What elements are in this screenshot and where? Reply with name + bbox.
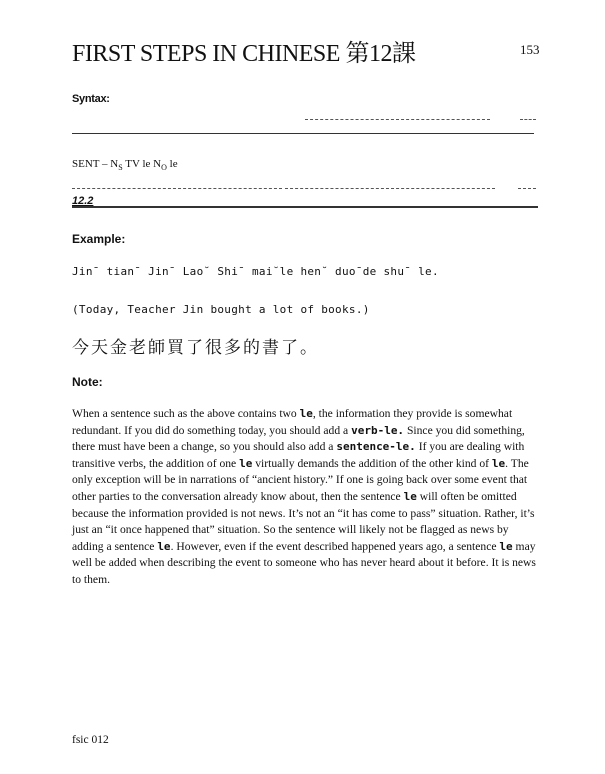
divider (72, 206, 538, 208)
divider (72, 133, 534, 134)
note-paragraph: When a sentence such as the above contains two le, the information they provide is somewhat redundant. If you did do something today, you should add a verb-le. Since you did something, there must have been a change, so you should also add a sentence-le. If you are dealing with transitive verbs, the addition of one le virtually demands the addition of the other kind of le. The only exception will be in narrations of “ancient history.” If one is going back over some event that other parties to the conversation already know about, then the sentence le will often be omitted because the information provided is not news. It’s not an “it has come to pass” situation. Rather, it’s just an “it once happened that” situation. So the sentence will likely not be flagged as news by adding a sentence le. However, even if the event described happened years ago, a sentence le may well be added when describing the event to someone who has never heard about it before. It is news to them. (72, 407, 536, 586)
example-chinese: 今天金老師買了很多的書了。 (72, 338, 319, 357)
note-heading: Note: (72, 375, 103, 389)
page-title: FIRST STEPS IN CHINESE 第12課 (72, 41, 416, 67)
example-translation: (Today, Teacher Jin bought a lot of books.) (72, 303, 370, 316)
section-number: 12.2 (72, 195, 94, 207)
page-number: 153 (520, 42, 540, 57)
divider (518, 188, 536, 189)
divider (520, 119, 536, 120)
divider (305, 119, 490, 120)
example-pinyin: Jin¯ tian¯ Jin¯ Lao˘ Shi¯ mai˘le hen˘ duo¯de shu¯ le. (72, 265, 439, 278)
syntax-formula: SENT – $N_S$ TV le $N_O$ le (72, 158, 178, 173)
syntax-heading: Syntax: (72, 93, 110, 105)
example-heading: Example: (72, 232, 126, 246)
divider (72, 188, 282, 189)
footer-code: fsic 012 (72, 734, 109, 746)
divider (285, 188, 495, 189)
